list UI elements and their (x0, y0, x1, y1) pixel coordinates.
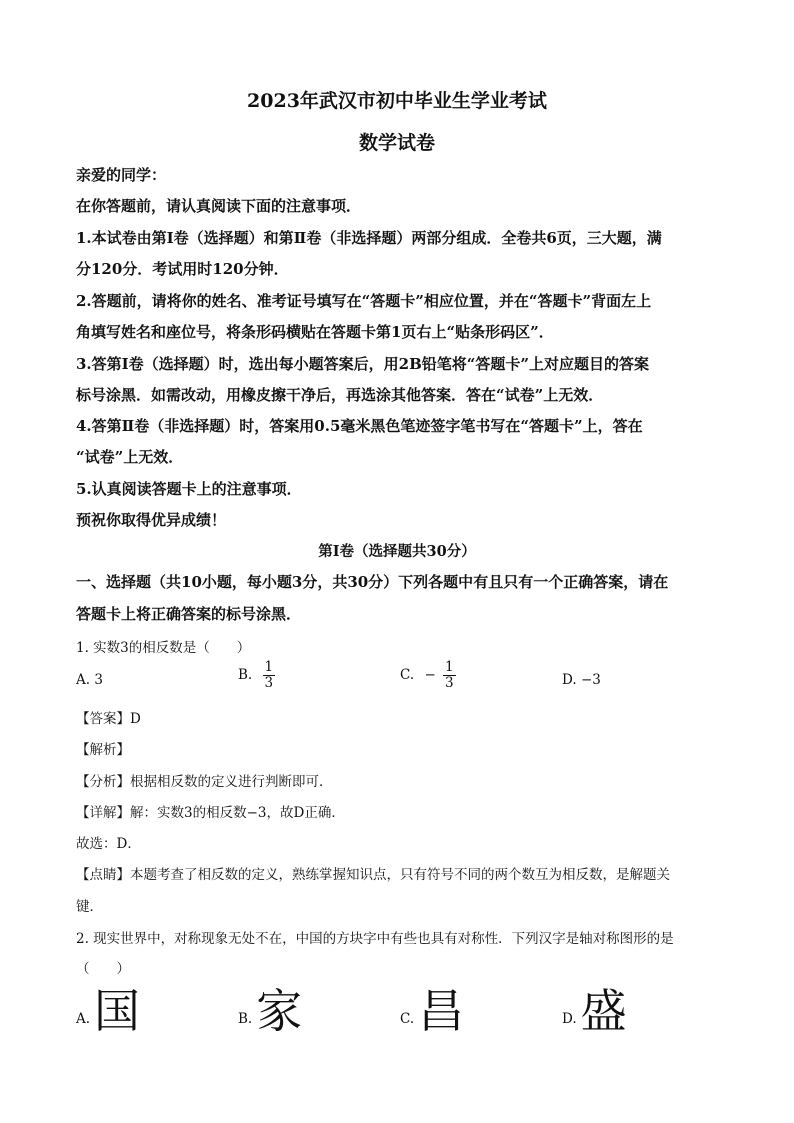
q1-option-b-numerator: 1 (264, 659, 274, 675)
q1-answer: 【答案】D (76, 711, 141, 727)
q1-analysis: 【分析】根据相反数的定义进行判断即可． (76, 774, 333, 790)
page-subtitle: 数学试卷 (358, 132, 435, 154)
q2-option-b (238, 984, 303, 1038)
q1-option-c-fraction (443, 660, 456, 691)
notice-item-3-line-1: 3.答第Ⅰ卷（选择题）时，选出每小题答案后，用2B铅笔将“答题卡”上对应题目的答案 (76, 355, 650, 373)
section-instruction-line-1: 一、选择题（共10小题，每小题3分，共30分）下列各题中有且只有一个正确答案，请在 (76, 573, 669, 591)
q2-option-b-label: B. (238, 1011, 253, 1027)
question-2-stem-line-2: （ ） (76, 961, 130, 977)
notice-item-2-line-2: 角填写姓名和座位号，将条形码横贴在答题卡第1页右上“贴条形码区”． (76, 323, 554, 341)
q2-option-c-char: 昌 (418, 984, 465, 1038)
notice-item-3-line-2: 标号涂黑．如需改动，用橡皮擦干净后，再选涂其他答案．答在“试卷”上无效． (76, 386, 604, 404)
q1-option-d-value: −3 (580, 672, 601, 688)
notice-wish: 预祝你取得优异成绩！ (76, 511, 227, 529)
q1-detail: 【详解】解：实数3的相反数−3，故D正确． (76, 805, 345, 821)
q2-option-d-label: D. (562, 1011, 577, 1027)
notice-item-2-line-1: 2.答题前，请将你的姓名、准考证号填写在“答题卡”相应位置，并在“答题卡”背面左上 (76, 292, 652, 310)
page-title: 2023年武汉市初中毕业生学业考试 (247, 90, 547, 112)
q2-option-c-label: C. (400, 1011, 415, 1027)
q2-option-a-label: A. (76, 1011, 91, 1027)
greeting: 亲爱的同学： (76, 166, 167, 184)
q1-option-a (76, 672, 103, 688)
q2-option-a (76, 984, 141, 1038)
notice-item-1-line-1: 1.本试卷由第Ⅰ卷（选择题）和第Ⅱ卷（非选择题）两部分组成．全卷共6页，三大题，满 (76, 229, 662, 247)
q1-choice: 故选：D． (76, 836, 141, 852)
q1-option-c-label: C. (400, 666, 415, 683)
section-title: 第Ⅰ卷（选择题共30分） (318, 543, 476, 560)
q1-option-d-label: D. (562, 672, 577, 688)
q1-option-b-denominator: 3 (264, 674, 274, 691)
q1-option-d (562, 672, 601, 688)
section-instruction-line-2: 答题卡上将正确答案的标号涂黑． (76, 605, 302, 623)
q2-option-b-char: 家 (256, 984, 303, 1038)
q2-option-a-char: 国 (94, 984, 141, 1038)
q2-option-d-char: 盛 (580, 984, 627, 1038)
q1-option-c-denominator: 3 (445, 674, 454, 691)
notice-item-4-line-2: “试卷”上无效． (76, 448, 184, 466)
q1-option-b-label: B. (238, 666, 253, 683)
notice-intro: 在你答题前，请认真阅读下面的注意事项． (76, 197, 362, 215)
notice-item-4-line-1: 4.答第Ⅱ卷（非选择题）时，答案用0.5毫米黑色笔迹签字笔书写在“答题卡”上，答在 (76, 417, 643, 435)
q1-option-a-value: 3 (94, 672, 103, 688)
q1-comment-line-1: 【点睛】本题考查了相反数的定义，熟练掌握知识点，只有符号不同的两个数互为相反数，是解题关 (76, 867, 670, 883)
q2-option-c (400, 984, 465, 1038)
q1-option-b-fraction (263, 660, 276, 691)
q2-option-d (562, 984, 627, 1038)
q1-analysis-header: 【解析】 (76, 742, 130, 758)
question-1-stem: 1. 实数3的相反数是（ ） (76, 640, 251, 656)
notice-item-1-line-2: 分120分．考试用时120分钟． (76, 260, 289, 278)
q1-option-c-numerator: 1 (445, 659, 454, 675)
notice-item-5: 5.认真阅读答题卡上的注意事项． (76, 480, 302, 498)
q1-option-a-label: A. (76, 672, 91, 688)
q1-option-b (238, 660, 275, 691)
q1-option-c (400, 660, 456, 691)
q1-comment-line-2: 键． (76, 899, 103, 915)
question-2-stem-line-1: 2. 现实世界中，对称现象无处不在，中国的方块字中有些也具有对称性．下列汉字是轴对称图形的是 (76, 931, 674, 947)
q1-option-c-sign: − (424, 666, 436, 683)
